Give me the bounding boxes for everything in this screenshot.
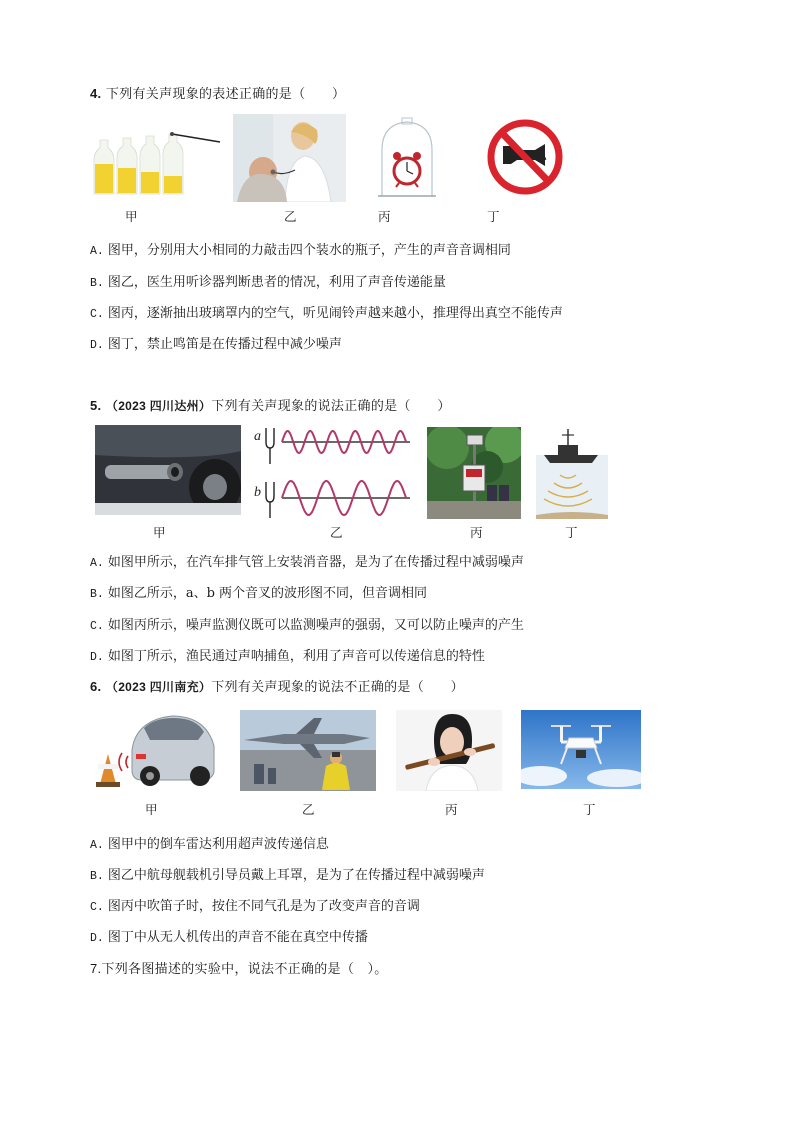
caption-bing: 丙: [470, 525, 483, 540]
wave-label-b: b: [254, 485, 261, 500]
q5-option-d[interactable]: D. 如图丁所示，渔民通过声呐捕鱼，利用了声音可以传递信息的特性: [90, 649, 485, 664]
figure-no-horn-sign: [485, 114, 565, 200]
question-text: 下列有关声现象的说法正确的是（ ）: [211, 399, 451, 414]
q6-option-c[interactable]: C. 图丙中吹笛子时，按住不同气孔是为了改变声音的音调: [90, 899, 420, 914]
q5-option-b[interactable]: B. 如图乙所示，a、b 两个音叉的波形图不同，但音调相同: [90, 586, 428, 601]
question-4-stem: [90, 83, 345, 102]
caption-yi: 乙: [302, 802, 315, 817]
question-number: 7.: [90, 961, 102, 976]
caption-ding: 丁: [583, 802, 596, 817]
q6-option-b[interactable]: B. 图乙中航母舰载机引导员戴上耳罩，是为了在传播过程中减弱噪声: [90, 868, 485, 883]
figure-tuning-fork-waves: [250, 424, 412, 520]
question-5-stem: [90, 395, 451, 414]
q4-option-a[interactable]: A. 图甲，分别用大小相同的力敲击四个装水的瓶子，产生的声音音调相同: [90, 243, 511, 258]
figure-doctor-stethoscope: [233, 114, 346, 202]
q6-option-d[interactable]: D. 图丁中从无人机传出的声音不能在真空中传播: [90, 930, 368, 945]
q5-option-c[interactable]: C. 如图丙所示，噪声监测仪既可以监测噪声的强弱，又可以防止噪声的产生: [90, 618, 524, 633]
question-number: 6.: [90, 679, 102, 694]
caption-yi: 乙: [330, 525, 343, 540]
question-text: 下列各图描述的实验中，说法不正确的是（ ）。: [101, 962, 388, 977]
question-number: 4.: [90, 86, 102, 101]
caption-ding: 丁: [565, 525, 578, 540]
q6-option-a[interactable]: A. 图甲中的倒车雷达利用超声波传递信息: [90, 837, 329, 852]
question-7-stem: [90, 958, 388, 977]
q5-option-a[interactable]: A. 如图甲所示，在汽车排气管上安装消音器，是为了在传播过程中减弱噪声: [90, 555, 524, 570]
figure-car-exhaust: [95, 425, 241, 515]
caption-ding: 丁: [487, 209, 500, 224]
question-source: （2023 四川南充）: [105, 680, 212, 694]
caption-bing: 丙: [445, 802, 458, 817]
figure-carrier-deck-crew: [240, 710, 376, 791]
figure-reversing-radar: [92, 710, 220, 788]
question-text: 下列有关声现象的表述正确的是（ ）: [105, 87, 346, 102]
q4-option-d[interactable]: D. 图丁，禁止鸣笛是在传播过程中减少噪声: [90, 337, 342, 352]
caption-bing: 丙: [378, 209, 391, 224]
wave-label-a: a: [254, 429, 261, 444]
q4-option-c[interactable]: C. 图丙，逐渐抽出玻璃罩内的空气，听见闹铃声越来越小，推理得出真空不能传声: [90, 306, 563, 321]
figure-noise-monitor: [427, 427, 521, 519]
figure-bell-jar-alarm: [374, 116, 440, 204]
figure-sonar-ship: [536, 425, 608, 519]
question-text: 下列有关声现象的说法不正确的是（ ）: [211, 680, 464, 695]
caption-jia: 甲: [153, 525, 166, 540]
question-source: （2023 四川达州）: [105, 399, 212, 413]
question-6-stem: [90, 676, 464, 695]
caption-jia: 甲: [145, 802, 158, 817]
q4-option-b[interactable]: B. 图乙，医生用听诊器判断患者的情况，利用了声音传递能量: [90, 275, 446, 290]
caption-jia: 甲: [125, 209, 138, 224]
caption-yi: 乙: [284, 209, 297, 224]
figure-drone: [521, 710, 641, 789]
figure-bottles: [92, 120, 224, 198]
question-number: 5.: [90, 398, 102, 413]
figure-flute-player: [396, 710, 502, 791]
